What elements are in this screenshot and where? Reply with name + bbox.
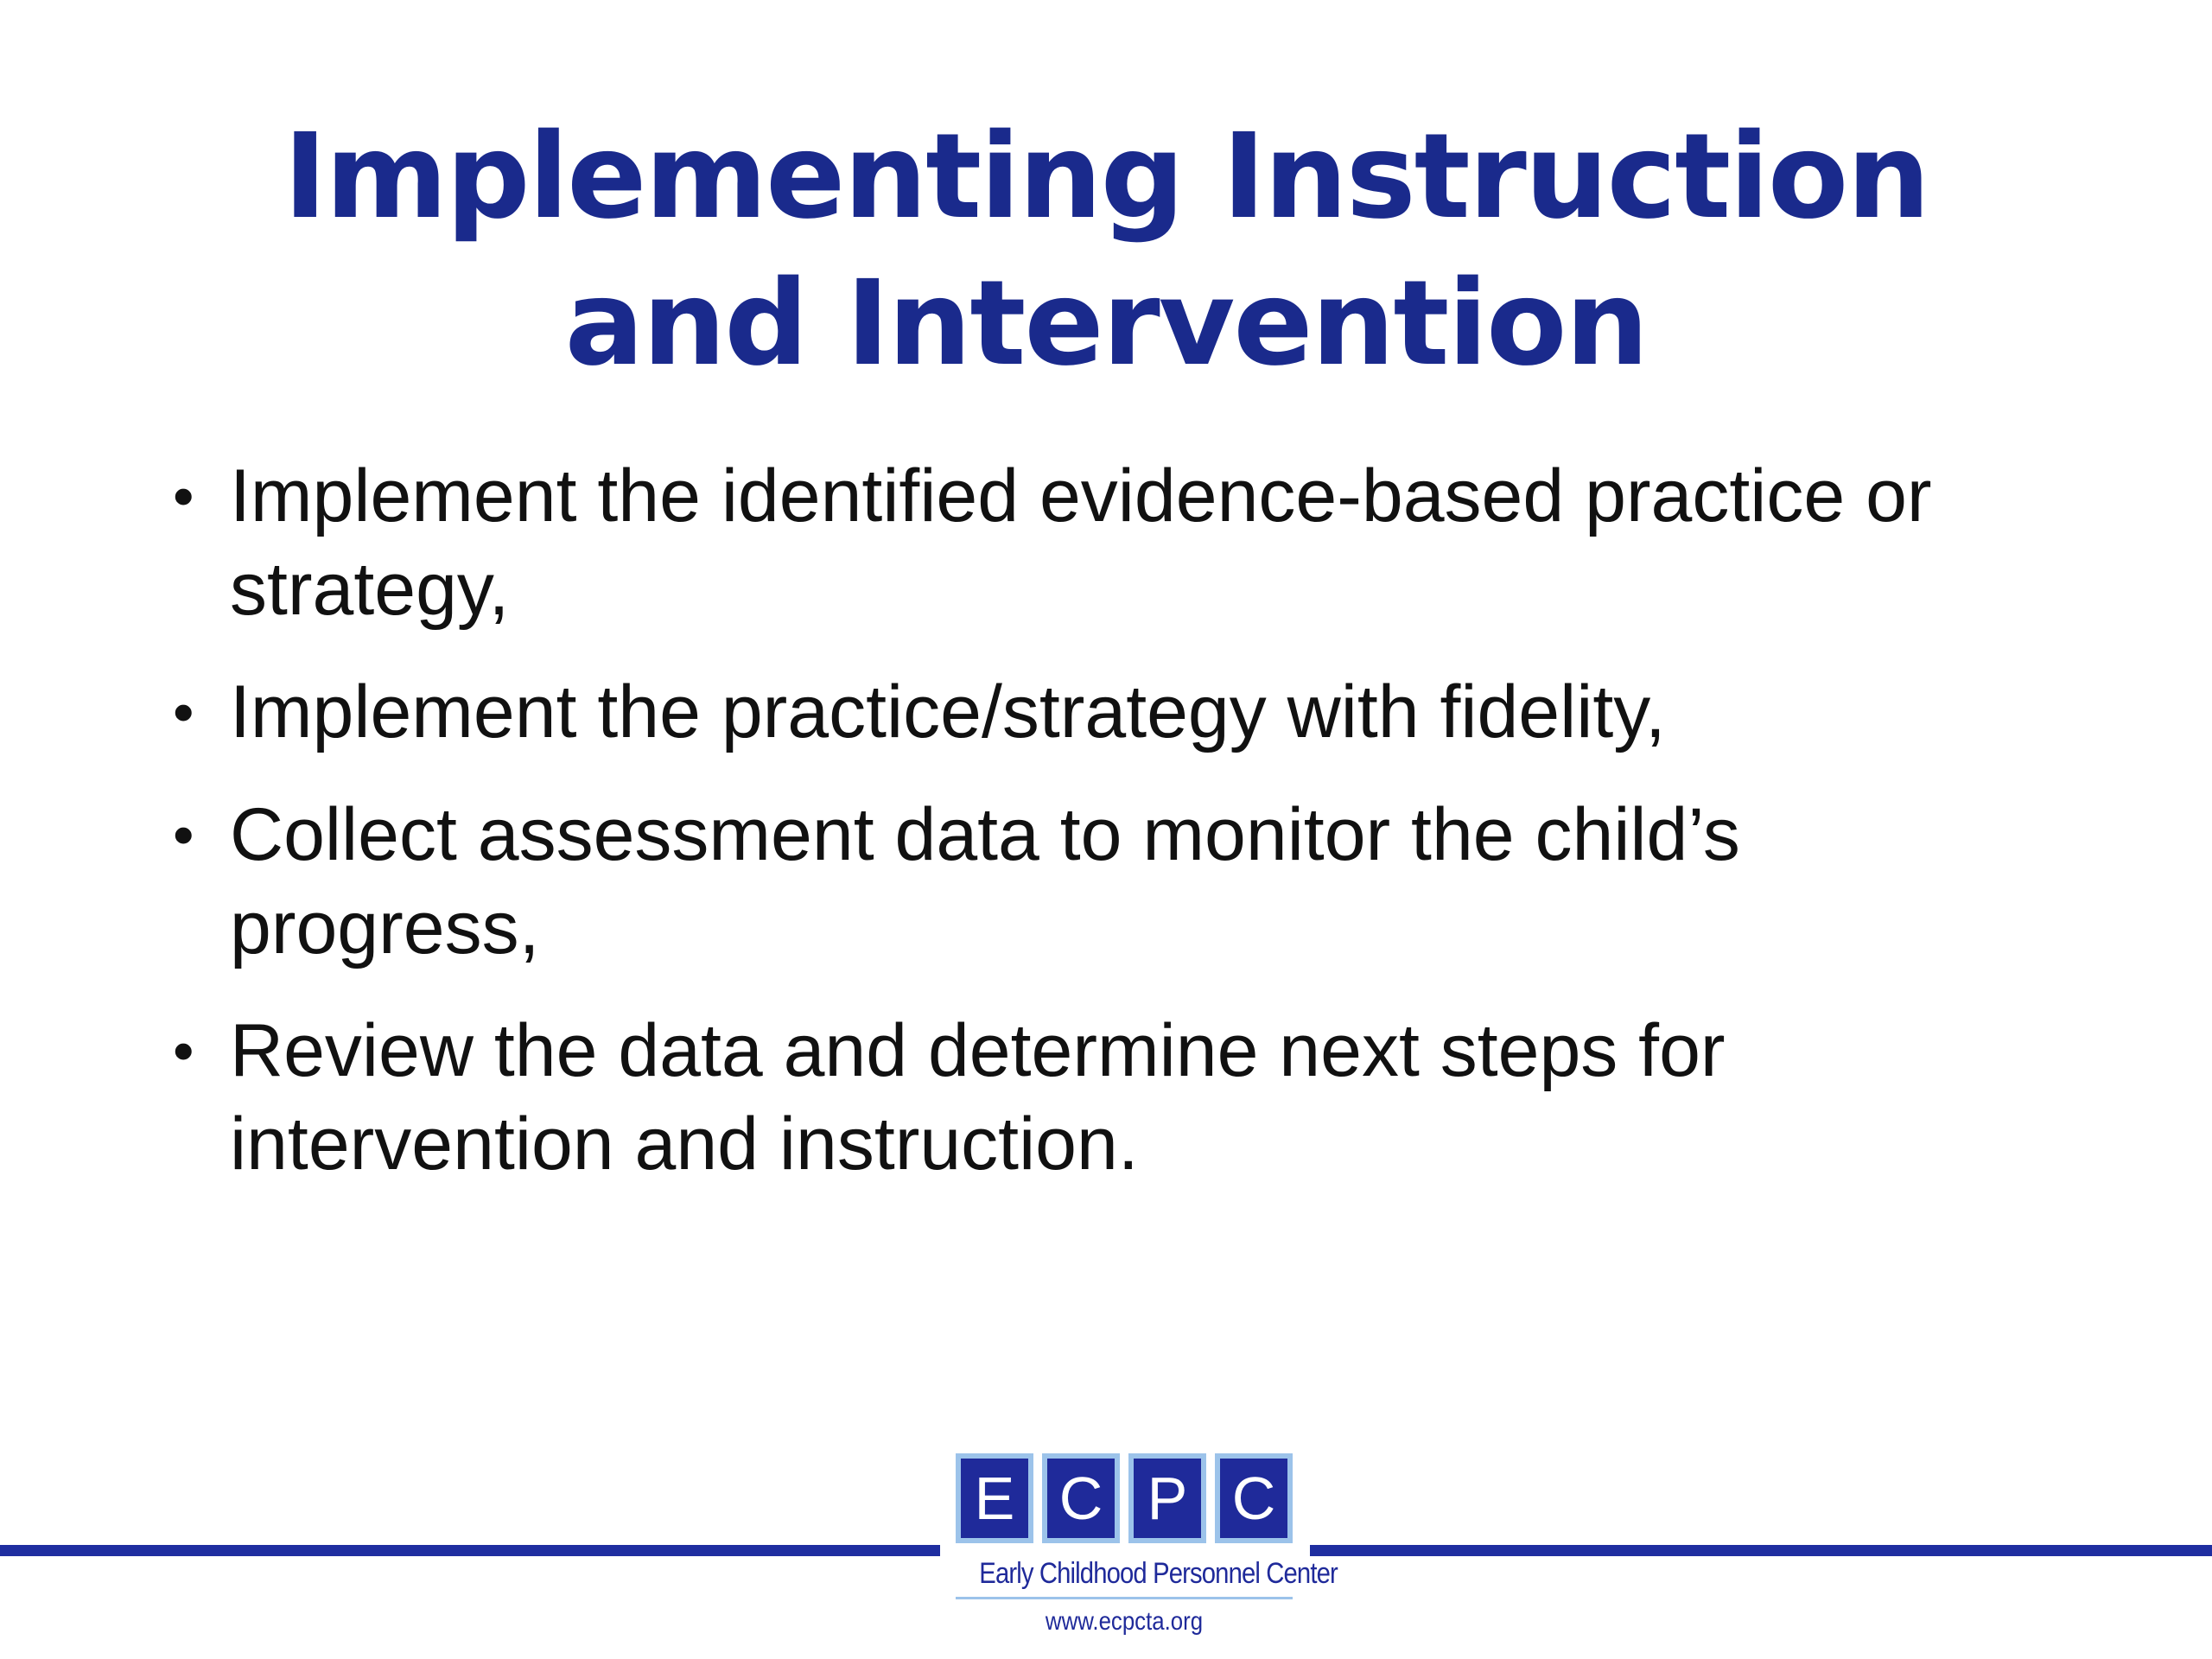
footer-rule-left [0, 1545, 940, 1556]
bullet-text: Collect assessment data to monitor the child’s progress, [230, 793, 1740, 969]
logo-tile [1128, 1453, 1206, 1543]
logo-letter: C [1220, 1459, 1287, 1538]
logo-organization-name: Early Childhood Personnel Center [979, 1557, 1338, 1590]
bullet-text: Implement the identified evidence-based practice or strategy, [230, 454, 1932, 631]
ecpc-logo [956, 1453, 1338, 1652]
bullet-dot-icon: • [173, 1017, 194, 1084]
bullet-text: Review the data and determine next steps for intervention and instruction. [230, 1009, 1726, 1185]
footer-rule-right [1310, 1545, 2212, 1556]
bullet-dot-icon: • [173, 801, 194, 868]
logo-divider [956, 1597, 1293, 1599]
bullet-dot-icon: • [173, 678, 194, 746]
logo-tile [1042, 1453, 1120, 1543]
bullet-item [173, 1004, 2039, 1191]
slide-title [0, 104, 2212, 397]
logo-letter: C [1047, 1459, 1115, 1538]
logo-letter: P [1134, 1459, 1201, 1538]
logo-tile [1215, 1453, 1293, 1543]
title-line-1: Implementing Instruction [283, 109, 1929, 245]
logo-tiles [956, 1453, 1293, 1543]
logo-letter: E [961, 1459, 1028, 1538]
title-line-2: and Intervention [564, 256, 1648, 392]
bullet-item [173, 665, 2039, 759]
bullet-dot-icon: • [173, 462, 194, 530]
bullet-list [173, 449, 2039, 1220]
bullet-item [173, 449, 2039, 636]
logo-tile [956, 1453, 1033, 1543]
bullet-text: Implement the practice/strategy with fidelity, [230, 671, 1666, 753]
bullet-item [173, 788, 2039, 975]
logo-url: www.ecpcta.org [1045, 1607, 1204, 1636]
